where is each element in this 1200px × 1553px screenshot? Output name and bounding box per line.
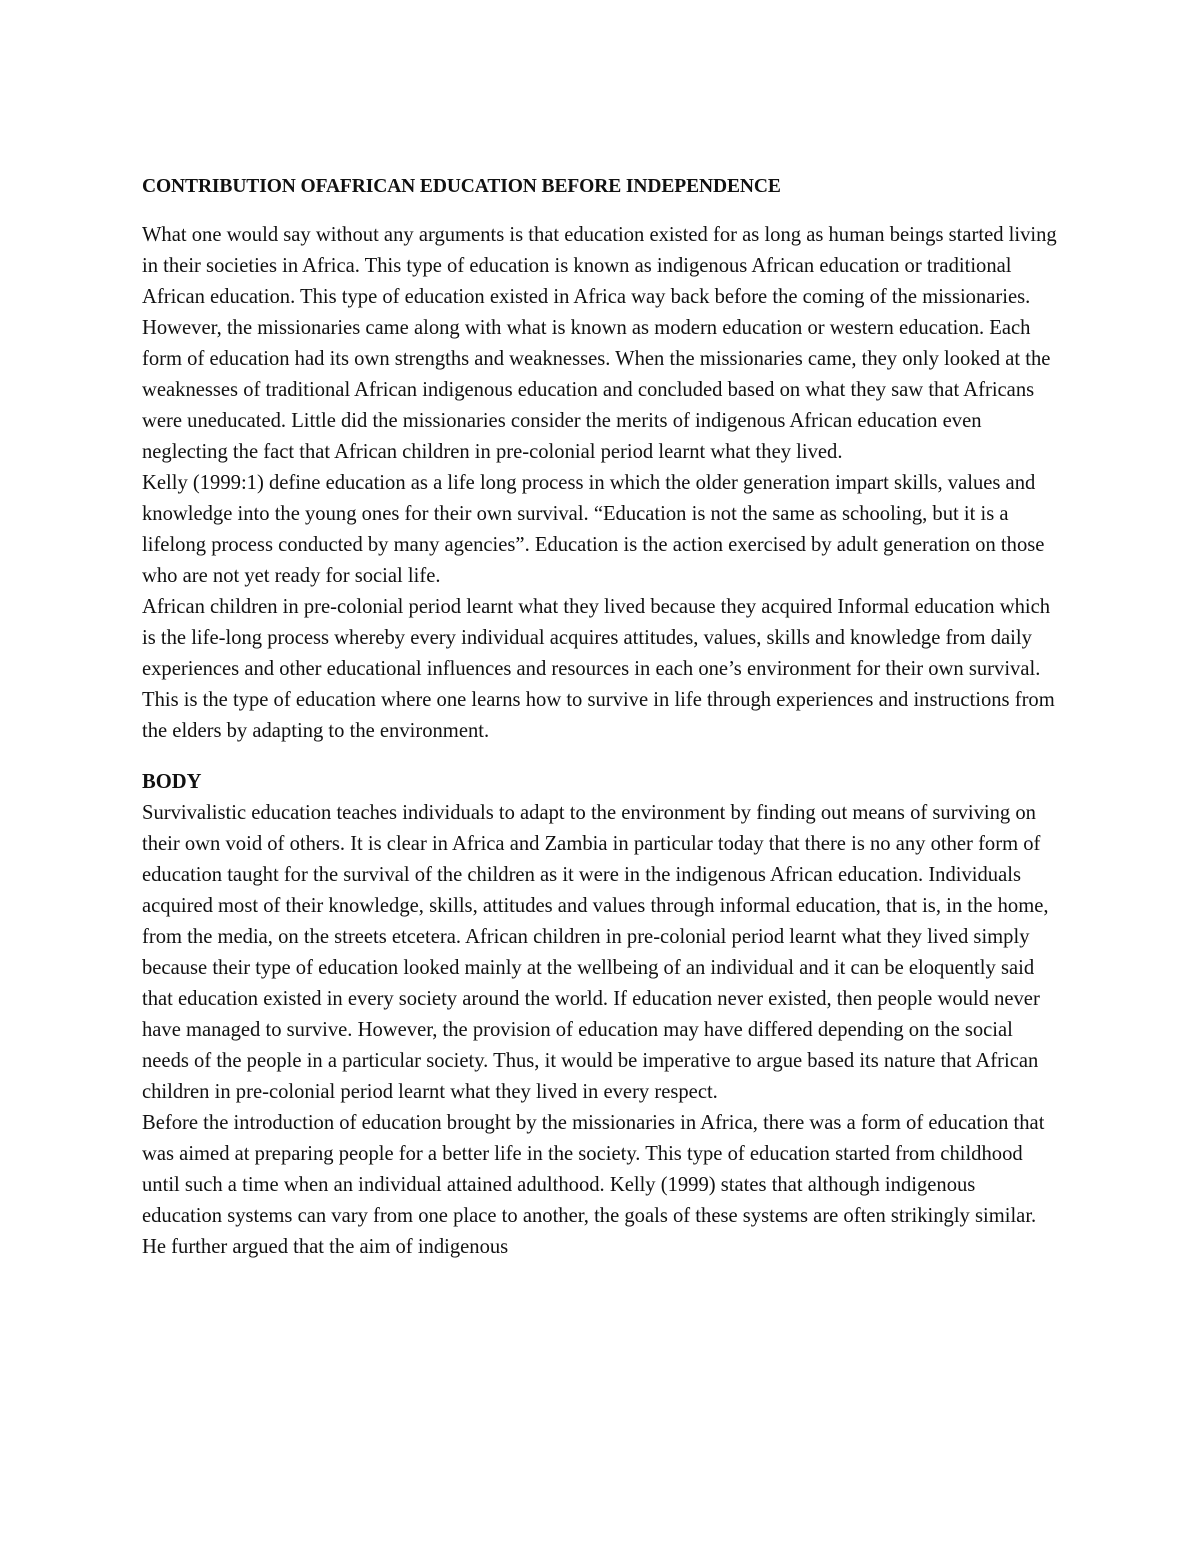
body-heading: BODY xyxy=(142,771,202,793)
body-paragraph-1: Survivalistic education teaches individuals to adapt to the environment by finding out means of surviving on their own void of others. It is clear in Africa and Zambia in particular today that there is no any other form of education taught for the survival of the children as it were in the indigenous African education. Individuals acquired most of their knowledge, skills, attitudes and values through informal education, that is, in the home, from the media, on the streets etcetera. African children in pre-colonial period learnt what they lived simply because their type of education looked mainly at the wellbeing of an individual and it can be eloquently said that education existed in every society around the world. If education never existed, then people would never have managed to survive. However, the provision of education may have differed depending on the social needs of the people in a particular society. Thus, it would be imperative to argue based its nature that African children in pre-colonial period learnt what they lived in every respect. xyxy=(142,802,1049,1103)
intro-paragraph-1: What one would say without any arguments is that education existed for as long as human beings started living in their societies in Africa. This type of education is known as indigenous African education or traditional African education. This type of education existed in Africa way back before the coming of the missionaries. However, the missionaries came along with what is known as modern education or western education. Each form of education had its own strengths and weaknesses. When the missionaries came, they only looked at the weaknesses of traditional African indigenous education and concluded based on what they saw that Africans were uneducated. Little did the missionaries consider the merits of indigenous African education even neglecting the fact that African children in pre-colonial period learnt what they lived. xyxy=(142,224,1057,463)
body-paragraph-2: Before the introduction of education brought by the missionaries in Africa, there was a form of education that was aimed at preparing people for a better life in the society. This type of education started from childhood until such a time when an individual attained adulthood. Kelly (1999) states that although indigenous education systems can vary from one place to another, the goals of these systems are often strikingly similar. He further argued that the aim of indigenous xyxy=(142,1112,1045,1258)
document-content xyxy=(142,171,1060,1263)
intro-paragraph-3: African children in pre-colonial period learnt what they lived because they acquired Informal education which is the life-long process whereby every individual acquires attitudes, values, skills and knowledge from daily experiences and other educational influences and resources in each one’s environment for their own survival. This is the type of education where one learns how to survive in life through experiences and instructions from the elders by adapting to the environment. xyxy=(142,596,1055,742)
intro-paragraph-2: Kelly (1999:1) define education as a life long process in which the older generation impart skills, values and knowledge into the young ones for their own survival. “Education is not the same as schooling, but it is a lifelong process conducted by many agencies”. Education is the action exercised by adult generation on those who are not yet ready for social life. xyxy=(142,472,1045,587)
document-title: CONTRIBUTION OFAFRICAN EDUCATION BEFORE INDEPENDENCE xyxy=(142,176,781,197)
